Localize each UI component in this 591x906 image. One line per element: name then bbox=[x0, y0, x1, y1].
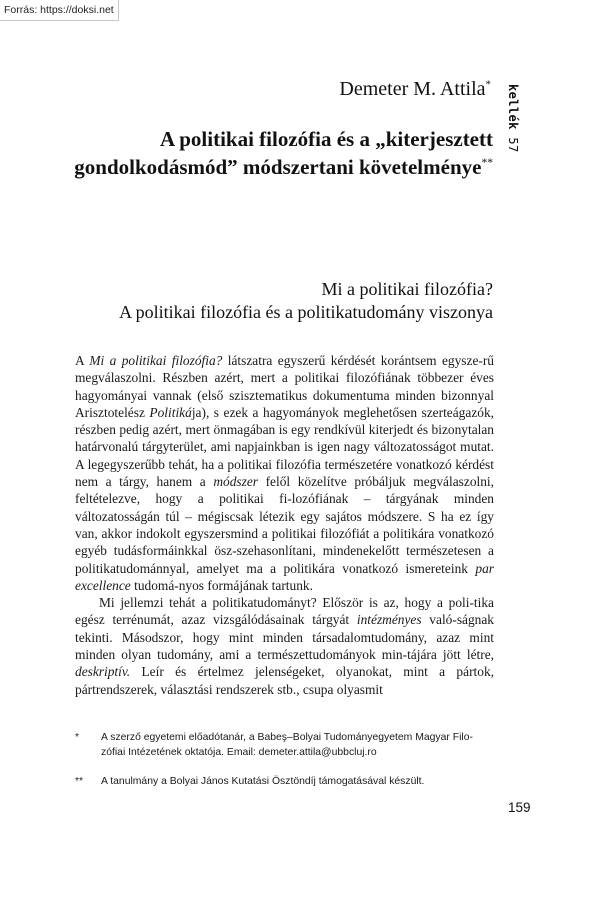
footnotes bbox=[75, 730, 494, 803]
text-run: ja), s ezek a hagyományok meglehetősen szerteágazók, részben pedig azért, mert önmagában is egy rendkívül kiterjedt és bizonytalan határvonalú tárgyterület, ami napjainkban is igen nagy változatosságot mutat. A legegyszerűbb tehát, ha a politikai filozófia természetére vonatkozó kérdést nem a tárgy, hanem a bbox=[75, 404, 495, 490]
paragraph-2 bbox=[75, 594, 494, 698]
section-heading bbox=[119, 278, 493, 324]
paragraph-1 bbox=[75, 352, 494, 594]
footnote-text: A szerző egyetemi előadótanár, a Babeş–Bolyai Tudományegyetem Magyar Filo-zófiai Intézetének oktatója. Email: demeter.attila@ubbcluj.ro bbox=[101, 732, 473, 758]
italic-run: Politiká bbox=[149, 404, 192, 420]
body-text bbox=[75, 352, 494, 698]
author-name bbox=[339, 78, 491, 101]
italic-run: intézményes bbox=[356, 612, 422, 628]
text-run: látszatra egyszerű kérdését korántsem egysze-rű megválaszolni. Részben azért, mert a politikai filozófiának többezer éves hagyományai vannak (első szisztematikus dokumentuma minden bizonnyal Arisztotelész bbox=[75, 353, 495, 420]
title-line-2-text: gondolkodásmód” módszertani követelménye bbox=[74, 155, 482, 179]
journal-side-mark bbox=[506, 84, 520, 153]
journal-issue: 57 bbox=[506, 137, 520, 153]
italic-run: deskriptív. bbox=[75, 664, 131, 680]
title-line-2 bbox=[74, 153, 493, 181]
text-run: Mi jellemzi tehát a politikatudományt? Először is az, hogy a poli-tika egész terrénumát, azaz vizsgálódásainak tárgyát bbox=[75, 595, 494, 628]
section-heading-line-2: A politikai filozófia és a politikatudomány viszonya bbox=[119, 302, 493, 322]
text-run: tudomá-nyos formájának tartunk. bbox=[130, 577, 313, 593]
text-run: felől közelítve próbáljuk megválaszolni, feltételezve, hogy a politikai fi-lozófiának – tárgyának minden változatosságán túl – mégiscsak létezik egy sajátos módszere. S ha ez így van, akkor indokolt egyszersmind a politikai filozófiát a politikára vonatkozó egyéb tudásformáinkkal ösz-szehasonlítani, mindenekelőtt természetesen a politikatudománnyal, amelyet ma a politikára vonatkozó ismereteink bbox=[75, 474, 494, 576]
section-heading-line-1: Mi a politikai filozófia? bbox=[321, 279, 493, 299]
source-prefix: Forrás: bbox=[4, 4, 41, 16]
footnote-1 bbox=[75, 730, 494, 760]
footnote-mark: ** bbox=[75, 776, 84, 787]
journal-name: kellék bbox=[506, 84, 520, 130]
footnote-2 bbox=[75, 774, 494, 789]
source-link[interactable]: https://doksi.net bbox=[40, 4, 114, 16]
text-run: Leír és értelmez jelenségeket, olyanokat, mint a pártok, pártrendszerek, választási rendszerek stb., csupa olyasmit bbox=[75, 664, 494, 697]
page-number: 159 bbox=[508, 800, 531, 815]
italic-run: módszer bbox=[213, 474, 258, 490]
author-footnote-mark: * bbox=[485, 78, 491, 91]
text-run: A bbox=[75, 353, 90, 368]
source-label bbox=[0, 0, 119, 21]
italic-run: par excellence bbox=[75, 560, 494, 593]
footnote-text: A tanulmány a Bolyai János Kutatási Ösztöndíj támogatásával készült. bbox=[101, 776, 425, 787]
title-line-1: A politikai filozófia és a „kiterjesztett bbox=[159, 127, 493, 151]
footnote-mark: * bbox=[75, 732, 80, 743]
author-text: Demeter M. Attila bbox=[339, 78, 486, 100]
article-title bbox=[74, 125, 493, 181]
title-footnote-mark: ** bbox=[481, 157, 493, 169]
italic-run: Mi a politikai filozófia? bbox=[89, 353, 223, 368]
text-run: való-ságnak tekinti. Másodszor, hogy mint minden társadalomtudomány, azaz mint minden olyan tudomány, ami a természettudományok min-tájára jött létre, bbox=[75, 612, 494, 663]
